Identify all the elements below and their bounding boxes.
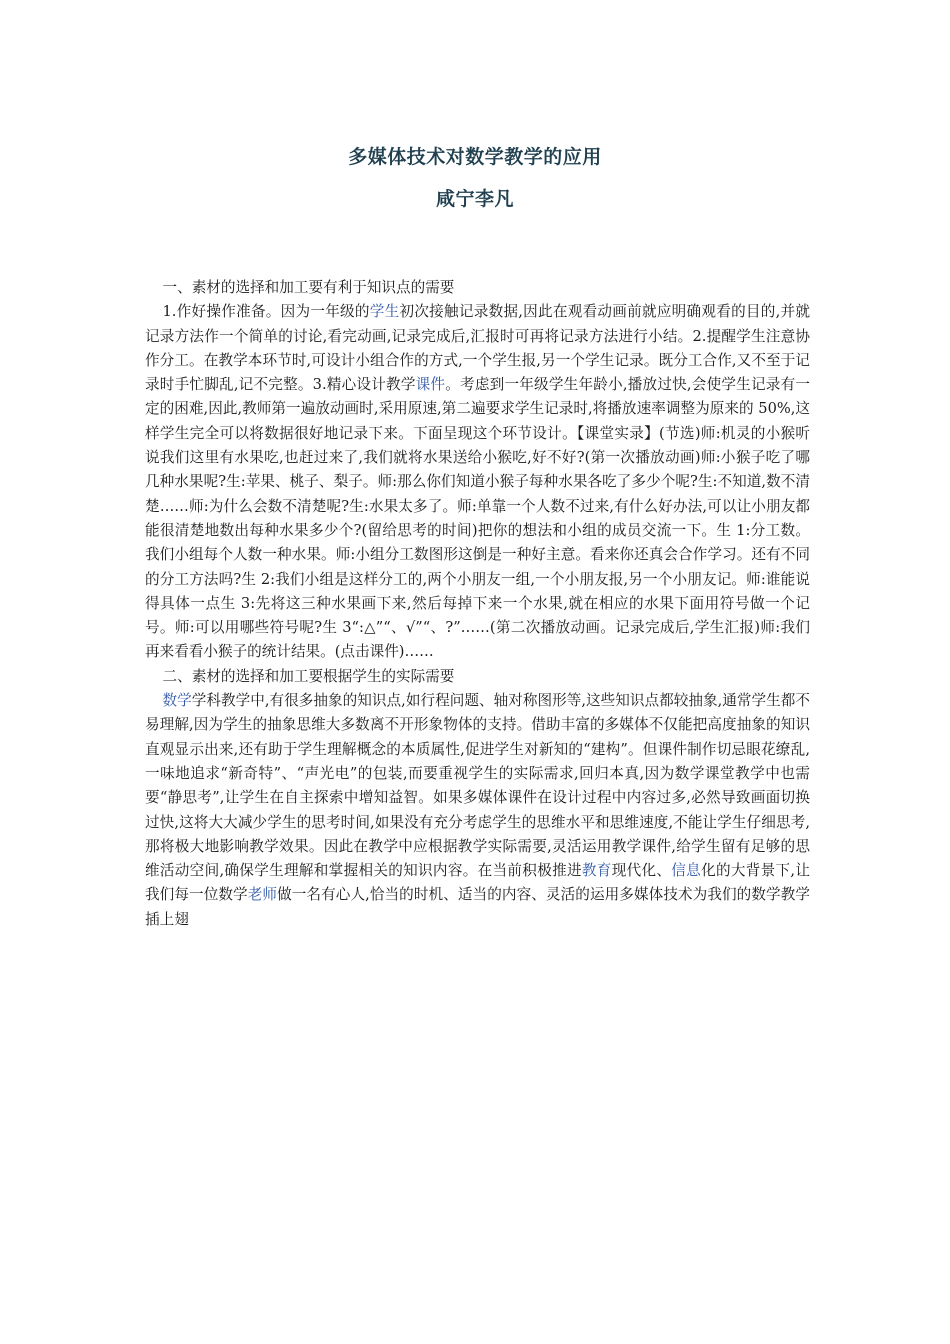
paragraph-text: 初次接触记录数据,因此在观看动画前就应明确观看的目的,并就记录方法作一个简单的讨论,看完动画,记录完成后,汇报时可再将记录方法进行小结。2.提醒学生注意协作分工。在教学本环节时,可设计小组合作的方式,一个学生报,另一个学生记录。既分工合作,又不至于记录时手忙脚乱,记不完整。3.精心设计教学 bbox=[145, 303, 810, 394]
paragraph-text: 现代化、 bbox=[611, 862, 672, 880]
document-author: 咸宁李凡 bbox=[435, 188, 514, 210]
paragraph-text: 1.作好操作准备。因为一年级的 bbox=[162, 303, 370, 321]
link-math[interactable]: 数学 bbox=[162, 692, 192, 710]
paragraph-text: 做一名有心人,恰当的时机、适当的内容、灵活的运用多媒体技术为我们的数学教学插上翅 bbox=[145, 886, 810, 928]
document-body bbox=[145, 276, 810, 932]
link-education[interactable]: 教育 bbox=[581, 862, 612, 880]
document-title: 多媒体技术对数学教学的应用 bbox=[348, 146, 602, 168]
link-courseware[interactable]: 课件 bbox=[415, 376, 446, 394]
section-2-heading: 二、素材的选择和加工要根据学生的实际需要 bbox=[162, 667, 455, 685]
link-information[interactable]: 信息 bbox=[671, 862, 702, 880]
paragraph-text: 化的大背景下,让我们每一位数学 bbox=[145, 862, 810, 904]
link-teacher[interactable]: 老师 bbox=[247, 886, 278, 904]
section-2-paragraph bbox=[145, 689, 810, 932]
paragraph-text: 。考虑到一年级学生年龄小,播放过快,会使学生记录有一定的困难,因此,教师第一遍放动画时,采用原速,第二遍要求学生记录时,将播放速率调整为原来的 50%,这样学生完全可以将数据很好地记录下来。下面呈现这个环节设计。【课堂实录】(节选)师:机灵的小猴听说我们这里有水果吃,也赶过来了,我们就将水果送给小猴吃,好不好?(第一次播放动画)师:小猴子吃了哪几种水果呢?生:苹果、桃子、梨子。师:那么你们知道小猴子每种水果各吃了多少个呢?生:不知道,数不清楚……师:为什么会数不清楚呢?生:水果太多了。师:单靠一个人数不过来,有什么好办法,可以让小朋友都能很清楚地数出每种水果多少个?(留给思考的时间)把你的想法和小组的成员交流一下。生 1:分工数。我们小组每个人数一种水果。师:小组分工数图形这倒是一种好主意。看来你还真会合作学习。还有不同的分工方法吗?生 2:我们小组是这样分工的,两个小朋友一组,一个小朋友报,另一个小朋友记。师:谁能说得具体一点生 3:先将这三种水果画下来,然后每掉下来一个水果,就在相应的水果下面用符号做一个记号。师:可以用哪些符号呢?生 3“:△”“、√”“、?”……(第二次播放动画。记录完成后,学生汇报)师:我们再来看看小猴子的统计结果。(点击课件)…… bbox=[145, 376, 810, 661]
section-1-heading: 一、素材的选择和加工要有利于知识点的需要 bbox=[162, 279, 455, 296]
paragraph-text: 学科教学中,有很多抽象的知识点,如行程问题、轴对称图形等,这些知识点都较抽象,通常学生都不易理解,因为学生的抽象思维大多数离不开形象物体的支持。借助丰富的多媒体不仅能把高度抽象的知识直观显示出来,还有助于学生理解概念的本质属性,促进学生对新知的“建构”。但课件制作切忌眼花缭乱,一味地追求“新奇特”、“声光电”的包装,而要重视学生的实际需求,回归本真,因为数学课堂教学中也需要“静思考”,让学生在自主探索中增知益智。如果多媒体课件在设计过程中内容过多,必然导致画面切换过快,这将大大减少学生的思考时间,如果没有充分考虑学生的思维水平和思维速度,不能让学生仔细思考,那将极大地影响教学效果。因此在教学中应根据教学实际需要,灵活运用教学课件,给学生留有足够的思维活动空间,确保学生理解和掌握相关的知识内容。在当前积极推进 bbox=[145, 692, 810, 880]
link-student[interactable]: 学生 bbox=[369, 303, 400, 321]
section-1-paragraph bbox=[145, 300, 810, 664]
